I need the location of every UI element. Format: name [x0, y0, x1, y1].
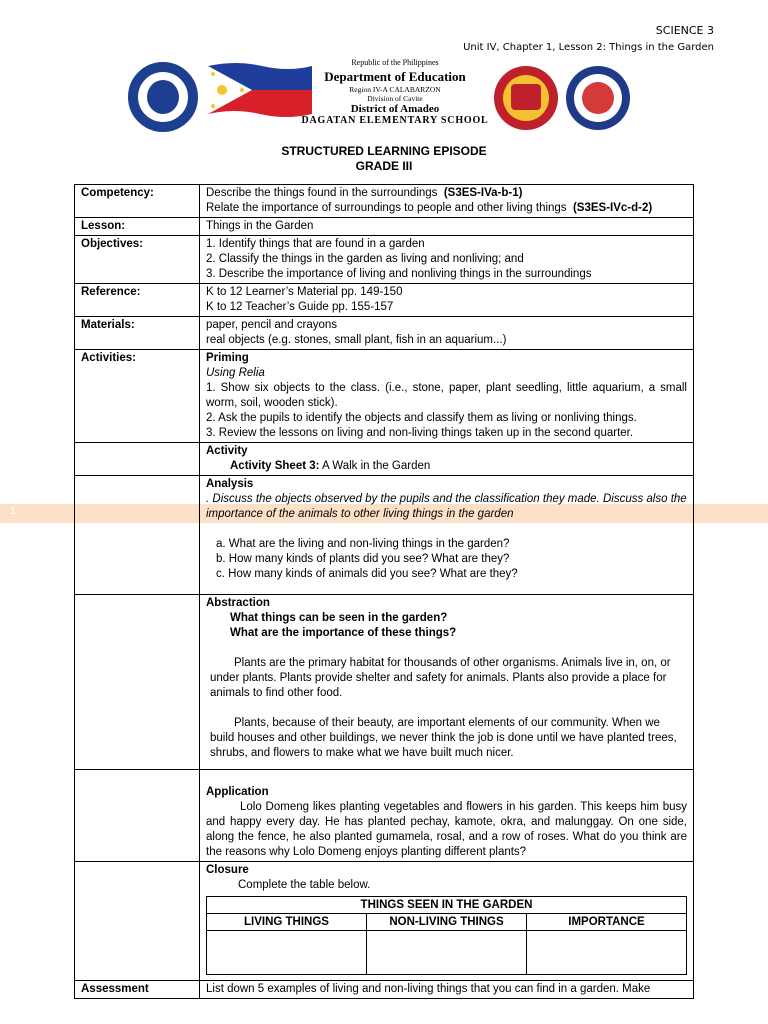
abstraction-question-2: What are the importance of these things?: [230, 627, 457, 639]
material-item: real objects (e.g. stones, small plant, fish in an aquarium...): [206, 334, 507, 346]
abstraction-paragraph-1: Plants are the primary habitat for thousands of other organisms. Animals live in, on, or under plants. Plants provide shelter and safety for animals. Plants also provide a place for animals to find other food.: [210, 657, 671, 699]
material-item: paper, pencil and crayons: [206, 319, 338, 331]
row-lesson: [75, 218, 694, 236]
analysis-title: Analysis: [206, 478, 254, 490]
garden-things-table: [206, 896, 687, 975]
objective-item: 3. Describe the importance of living and nonliving things in the surroundings: [206, 268, 592, 280]
objectives-value: [200, 236, 694, 284]
republic-line: Republic of the Philippines: [351, 58, 439, 67]
materials-label: Materials:: [75, 317, 200, 350]
competency-label: Competency:: [75, 185, 200, 218]
competency-code-1: (S3ES-IVa-b-1): [443, 187, 523, 199]
page-marker: 1: [10, 506, 16, 517]
objective-item: 1. Identify things that are found in a garden: [206, 238, 425, 250]
row-reference: [75, 284, 694, 317]
row-analysis: [75, 476, 694, 595]
application-text: Lolo Domeng likes planting vegetables and flowers in his garden. This keeps him busy and happy every day. He has planted pechay, kamote, okra, and malunggay. On one side, along the fence, he also planted gumamela, rosal, and a row of roses. What do you think are the reasons why Lolo Domeng enjoys planting different plants?: [206, 801, 687, 858]
unit-line: Unit IV, Chapter 1, Lesson 2: Things in the Garden: [463, 42, 714, 53]
abstraction-question-1: What things can be seen in the garden?: [230, 612, 448, 624]
analysis-question: c. How many kinds of animals did you see? What are they?: [216, 568, 518, 580]
analysis-intro: . Discuss the objects observed by the pupils and the classification they made. Discuss also the importance of the animals to other living things in the garden: [206, 493, 687, 520]
lesson-label: Lesson:: [75, 218, 200, 236]
row-materials: [75, 317, 694, 350]
school-seal-icon: [566, 66, 630, 130]
row-competency: [75, 185, 694, 218]
subject-title: SCIENCE 3: [655, 24, 714, 37]
abstraction-paragraph-2: Plants, because of their beauty, are important elements of our community. When we build houses and other buildings, we never think the job is done until we have planted trees, shrubs, and flowers to make what we have built much nicer.: [210, 717, 677, 759]
philippine-flag-icon: [206, 60, 314, 118]
activity-title: Activity: [206, 445, 248, 457]
row-closure: [75, 862, 694, 981]
competency-value: [200, 185, 694, 218]
lesson-plan-table: [74, 184, 694, 999]
lesson-value: Things in the Garden: [200, 218, 694, 236]
activity-sheet-name: A Walk in the Garden: [319, 460, 431, 472]
garden-table-title: THINGS SEEN IN THE GARDEN: [207, 897, 687, 914]
analysis-section: [200, 476, 694, 595]
non-living-things-cell[interactable]: [367, 931, 527, 975]
document-subtitle: GRADE III: [355, 159, 413, 173]
priming-item: 3. Review the lessons on living and non-living things taken up in the second quarter.: [206, 427, 634, 439]
column-header-living: LIVING THINGS: [207, 914, 367, 931]
reference-label: Reference:: [75, 284, 200, 317]
row-abstraction: [75, 595, 694, 770]
competency-code-2: (S3ES-IVc-d-2): [572, 202, 653, 214]
assessment-text: List down 5 examples of living and non-living things that you can find in a garden. Make: [200, 981, 694, 999]
school-line: DAGATAN ELEMENTARY SCHOOL: [301, 115, 489, 126]
row-activities: [75, 350, 694, 443]
abstraction-section: [200, 595, 694, 770]
closure-instruction: Complete the table below.: [238, 879, 371, 891]
reference-value: [200, 284, 694, 317]
document-header: [463, 24, 714, 53]
living-things-cell[interactable]: [207, 931, 367, 975]
row-assessment: [75, 981, 694, 999]
analysis-question: b. How many kinds of plants did you see? What are they?: [216, 553, 510, 565]
reference-item: K to 12 Teacher’s Guide pp. 155-157: [206, 301, 394, 313]
row-activity: [75, 443, 694, 476]
priming-item: 2. Ask the pupils to identify the objects and classify them as living or nonliving things.: [206, 412, 637, 424]
district-seal-icon: [494, 66, 558, 130]
district-line: District of Amadeo: [350, 103, 440, 115]
document-title-block: [0, 144, 768, 174]
closure-section: [200, 862, 694, 981]
competency-line-1: Describe the things found in the surroundings: [206, 187, 438, 199]
assessment-label: Assessment: [75, 981, 200, 999]
letterhead: [300, 58, 490, 126]
document-title: STRUCTURED LEARNING EPISODE: [281, 144, 487, 158]
reference-item: K to 12 Learner’s Material pp. 149-150: [206, 286, 403, 298]
column-header-importance: IMPORTANCE: [527, 914, 687, 931]
application-section: [200, 770, 694, 862]
deped-seal-icon: [128, 62, 198, 132]
objectives-label: Objectives:: [75, 236, 200, 284]
priming-subtitle: Using Relia: [206, 367, 265, 379]
competency-line-2: Relate the importance of surroundings to people and other living things: [206, 202, 567, 214]
department-line: Department of Education: [324, 69, 466, 84]
priming-section: [200, 350, 694, 443]
priming-title: Priming: [206, 352, 249, 364]
application-title: Application: [206, 786, 269, 798]
activity-sheet-label: Activity Sheet 3:: [230, 460, 320, 472]
activity-section: [200, 443, 694, 476]
priming-item: 1. Show six objects to the class. (i.e., stone, paper, plant seedling, little aquarium, a small worm, soil, wooden stick).: [206, 382, 687, 409]
division-line: Division of Cavite: [367, 94, 423, 103]
abstraction-title: Abstraction: [206, 597, 270, 609]
row-application: [75, 770, 694, 862]
column-header-non-living: NON-LIVING THINGS: [367, 914, 527, 931]
importance-cell[interactable]: [527, 931, 687, 975]
activities-label: Activities:: [75, 350, 200, 443]
analysis-question: a. What are the living and non-living things in the garden?: [216, 538, 510, 550]
row-objectives: [75, 236, 694, 284]
region-line: Region IV-A CALABARZON: [349, 85, 441, 94]
objective-item: 2. Classify the things in the garden as living and nonliving; and: [206, 253, 524, 265]
closure-title: Closure: [206, 864, 249, 876]
materials-value: [200, 317, 694, 350]
